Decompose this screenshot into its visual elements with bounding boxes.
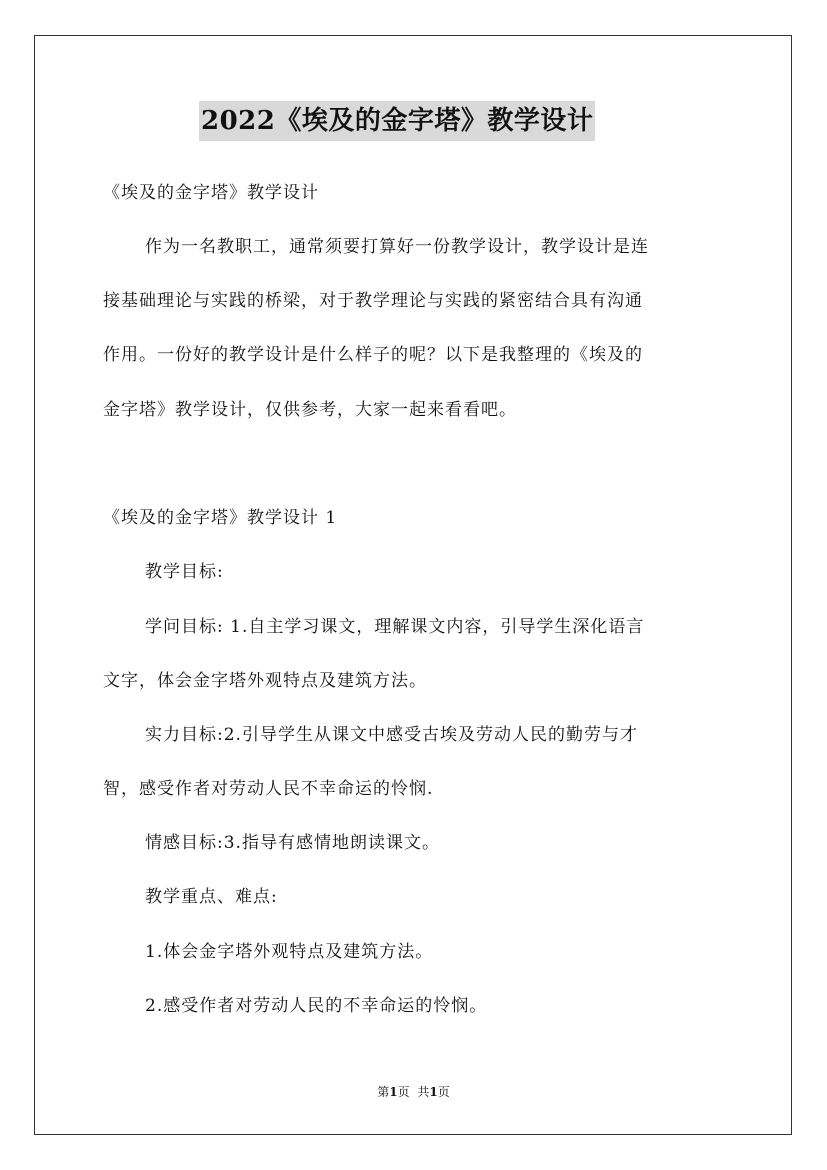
key-points-label: 教学重点、难点: xyxy=(145,887,278,907)
intro-paragraph-line-2: 接基础理论与实践的桥梁，对于教学理论与实践的紧密结合具有沟通 xyxy=(103,291,643,311)
teaching-goals-label: 教学目标: xyxy=(145,562,224,582)
intro-paragraph-line-1: 作为一名教职工，通常须要打算好一份教学设计，教学设计是连 xyxy=(145,237,649,257)
page-footer xyxy=(0,1084,827,1100)
knowledge-goal-line-1: 学问目标: 1.自主学习课文，理解课文内容，引导学生深化语言 xyxy=(145,617,645,637)
ability-goal-line-1: 实力目标:2.引导学生从课文中感受古埃及劳动人民的勤劳与才 xyxy=(145,725,638,745)
document-title: 2022《埃及的金字塔》教学设计 xyxy=(199,101,595,141)
emotion-goal: 情感目标:3.指导有感情地朗读课文。 xyxy=(145,833,440,853)
footer-page-prefix: 第 xyxy=(377,1085,390,1099)
footer-page-number: 1 xyxy=(389,1085,398,1099)
section-heading: 《埃及的金字塔》教学设计 1 xyxy=(103,508,338,528)
footer-total-prefix: 共 xyxy=(417,1085,430,1099)
key-point-1: 1.体会金字塔外观特点及建筑方法。 xyxy=(145,942,434,962)
ability-goal-line-2: 智，感受作者对劳动人民不幸命运的怜悯. xyxy=(103,779,434,799)
knowledge-goal-line-2: 文字，体会金字塔外观特点及建筑方法。 xyxy=(103,671,427,691)
key-point-2: 2.感受作者对劳动人民的不幸命运的怜悯。 xyxy=(145,996,488,1016)
footer-total-number: 1 xyxy=(429,1085,438,1099)
intro-paragraph-line-3: 作用。一份好的教学设计是什么样子的呢？以下是我整理的《埃及的 xyxy=(103,345,643,365)
intro-heading: 《埃及的金字塔》教学设计 xyxy=(103,183,319,203)
footer-page-suffix: 页 xyxy=(397,1085,410,1099)
footer-total-suffix: 页 xyxy=(437,1085,450,1099)
intro-paragraph-line-4: 金字塔》教学设计，仅供参考，大家一起来看看吧。 xyxy=(103,400,517,420)
